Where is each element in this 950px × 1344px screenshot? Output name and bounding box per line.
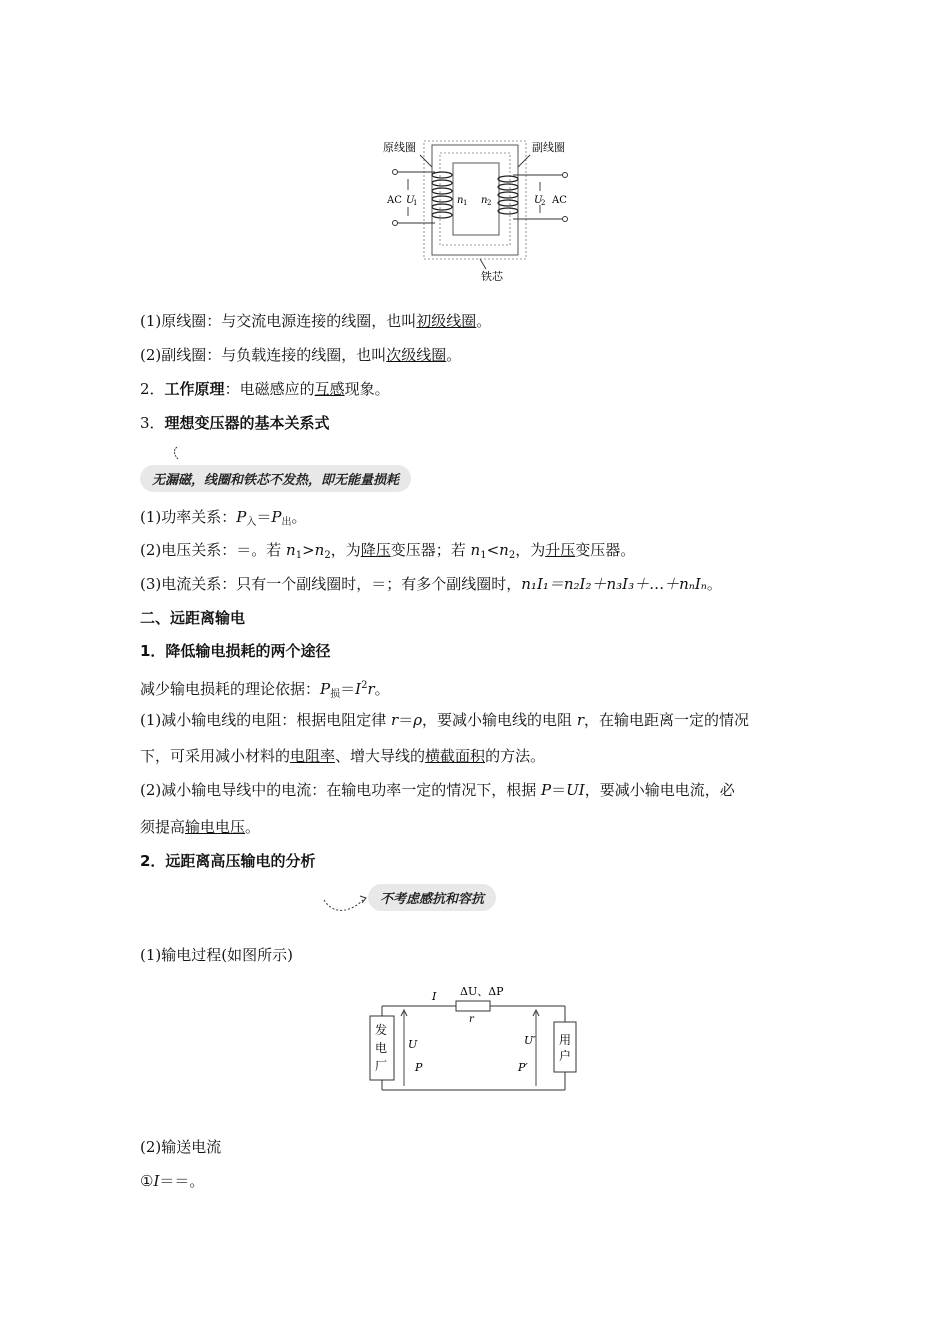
process-title: (1)输电过程(如图所示): [140, 946, 293, 964]
method1-line2: [140, 746, 545, 766]
text: 变压器。: [575, 541, 636, 559]
subsection-heading: [140, 851, 315, 871]
u1-label: U: [406, 195, 415, 206]
key-term: 初级线圈: [416, 312, 477, 330]
text: 。: [291, 508, 307, 526]
text: 减少输电损耗的理论依据：: [140, 680, 321, 698]
terminal: [563, 217, 568, 222]
text: ，要减小输电电流，必: [584, 781, 735, 799]
voltage-label: U: [408, 1038, 418, 1051]
symbol: n: [470, 541, 481, 559]
superscript: 2: [361, 680, 368, 691]
plant-char: 厂: [375, 1059, 388, 1073]
text: ：电磁感应的: [224, 380, 315, 398]
text: ＝: [340, 680, 356, 698]
symbol: P: [236, 508, 247, 526]
loss-basis: [140, 676, 390, 705]
subsection-heading: [140, 641, 330, 661]
primary-label: 原线圈: [383, 141, 416, 154]
symbol: n: [286, 541, 296, 559]
loss-label: ΔU、ΔP: [460, 985, 504, 998]
section-title: 工作原理: [164, 380, 225, 398]
primary-coil-definition: [140, 311, 491, 331]
key-term: 互感: [314, 380, 345, 398]
text: 。: [706, 575, 722, 593]
u2-sub: 2: [541, 199, 546, 207]
text: 、增大导线的: [335, 747, 426, 765]
subscript: 2: [508, 550, 516, 561]
terminal: [563, 173, 568, 178]
text: ，为: [515, 541, 546, 559]
symbol: n: [314, 541, 325, 559]
text: ，在输电距离一定的情况: [584, 711, 750, 729]
secondary-label: 副线圈: [532, 141, 565, 154]
subscript: 2: [324, 550, 331, 561]
text: (1)功率关系：: [140, 508, 237, 526]
text: (1)减小输电线的电阻：根据电阻定律: [140, 711, 392, 729]
text: 。: [245, 818, 261, 836]
user-char: 用: [559, 1033, 572, 1047]
transmission-current-title: (2)输送电流: [140, 1138, 222, 1156]
secondary-coil: [498, 176, 518, 214]
resistance-label: r: [469, 1014, 474, 1025]
symbol: UI: [566, 781, 585, 799]
text: 现象。: [344, 380, 390, 398]
current-formula: [140, 1171, 204, 1191]
n1-label: n: [457, 195, 464, 206]
secondary-coil-definition: [140, 345, 461, 365]
section-number: 3．: [140, 414, 165, 432]
symbol: r: [391, 711, 399, 729]
key-term: 次级线圈: [386, 346, 447, 364]
section-number: 2．: [140, 380, 165, 398]
subsection-title: 1．降低输电损耗的两个途径: [140, 642, 331, 660]
core-label: 铁芯: [481, 270, 503, 283]
text: 变压器；若: [390, 541, 471, 559]
terminal: [393, 221, 398, 226]
plant-char: 电: [375, 1041, 388, 1055]
current-label: I: [432, 990, 437, 1003]
text: 须提高: [140, 818, 186, 836]
section-heading: 二、远距离输电: [140, 609, 246, 627]
method2-line1: [140, 780, 735, 800]
list-marker: ①: [140, 1172, 154, 1190]
symbol: n: [499, 541, 509, 559]
method2-line2: [140, 817, 260, 837]
user-char: 户: [559, 1049, 572, 1063]
text: (1)原线圈：与交流电源连接的线圈，也叫: [140, 312, 417, 330]
symbol: r: [367, 680, 375, 698]
power-relation: [140, 507, 306, 533]
annotation-note: 不考虑感抗和容抗: [368, 884, 496, 911]
text: 。: [476, 312, 492, 330]
user-box: [554, 1022, 576, 1072]
symbol: P: [271, 508, 282, 526]
subscript: 1: [480, 550, 487, 561]
current-relation: [140, 574, 722, 594]
subsection-title: 2．远距离高压输电的分析: [140, 852, 316, 870]
text: ＝: [398, 711, 414, 729]
text: ＝: [551, 781, 567, 799]
symbol: P: [320, 680, 331, 698]
key-term: 电阻率: [290, 747, 336, 765]
key-term: 横截面积: [425, 747, 486, 765]
u1-sub: 1: [413, 199, 418, 207]
primary-coil: [432, 172, 452, 218]
n2-sub: 2: [487, 199, 492, 207]
text: 的方法。: [485, 747, 546, 765]
power-label: P: [415, 1061, 423, 1074]
subscript: 出: [281, 517, 292, 528]
text: (2)减小输电导线中的电流：在输电功率一定的情况下，根据: [140, 781, 542, 799]
method1-line1: [140, 710, 749, 730]
user-voltage-label: U′: [524, 1034, 536, 1047]
symbol: P: [541, 781, 552, 799]
text: (2)副线圈：与负载连接的线圈，也叫: [140, 346, 387, 364]
text: >: [302, 541, 315, 559]
pointer-arrow: [170, 446, 184, 462]
text: ＝: [256, 508, 272, 526]
transformer-diagram: [380, 135, 580, 285]
text: ，要减小输电线的电阻: [422, 711, 577, 729]
text: (3)电流关系：只有一个副线圈时，＝；有多个副线圈时，: [140, 575, 522, 593]
voltage-relation: [140, 540, 635, 566]
transmission-circuit: [360, 982, 595, 1097]
pointer-arrow: [320, 888, 370, 918]
text: <: [486, 541, 500, 559]
n2-label: n: [481, 195, 488, 206]
section-title: 理想变压器的基本关系式: [164, 414, 330, 432]
subscript: 1: [295, 550, 303, 561]
text: 。: [374, 680, 390, 698]
key-term: 升压: [545, 541, 576, 559]
subscript: 入: [246, 517, 257, 528]
key-term: 降压: [360, 541, 391, 559]
symbol: I: [153, 1172, 160, 1190]
ac-left: AC: [387, 195, 402, 206]
subscript: 损: [330, 689, 341, 700]
user-power-label: P′: [518, 1061, 528, 1074]
terminal: [393, 170, 398, 175]
u2-label: U: [534, 195, 543, 206]
symbol: r: [576, 711, 584, 729]
text: ，为: [330, 541, 361, 559]
text: (2)电压关系：＝。若: [140, 541, 287, 559]
text: ＝＝。: [159, 1172, 205, 1190]
working-principle: [140, 379, 390, 399]
n1-sub: 1: [463, 199, 468, 207]
text: 下，可采用减小材料的: [140, 747, 291, 765]
symbol: ρ: [413, 711, 423, 729]
plant-char: 发: [375, 1023, 388, 1037]
key-term: 输电电压: [185, 818, 246, 836]
line-resistor: [456, 1001, 490, 1011]
symbol: I: [355, 680, 362, 698]
formula: n₁I₁＝n₂I₂＋n₃I₃＋…＋nₙIₙ: [521, 575, 707, 593]
ideal-transformer-heading: [140, 413, 330, 433]
annotation-note: 无漏磁，线圈和铁芯不发热，即无能量损耗: [140, 465, 411, 492]
text: 。: [446, 346, 462, 364]
ac-right: AC: [552, 195, 567, 206]
